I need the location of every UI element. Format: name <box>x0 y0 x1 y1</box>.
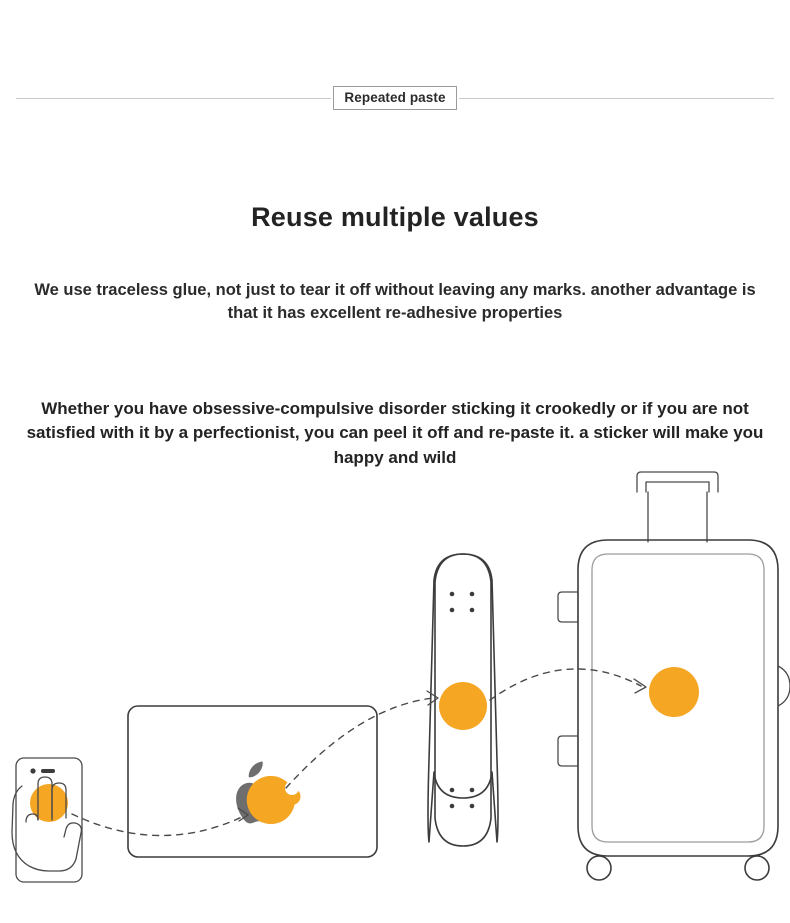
section-badge: Repeated paste <box>333 86 456 111</box>
sticker-reuse-illustration <box>0 470 790 923</box>
sticker-on-phone <box>30 784 68 822</box>
motion-arrows <box>72 669 646 836</box>
divider-line-right <box>459 98 774 99</box>
page-title: Reuse multiple values <box>251 202 539 233</box>
sticker-on-suitcase <box>649 667 699 717</box>
detail-paragraph: Whether you have obsessive-compulsive disorder sticking it crookedly or if you are not satisfied with it by a perfectionist, you can peel it off and re-paste it. a sticker will make you happy and wild <box>26 399 764 467</box>
laptop-graphic <box>128 706 377 857</box>
suitcase-graphic <box>558 472 790 880</box>
sticker-on-laptop <box>247 776 301 824</box>
skateboard-graphic <box>428 554 498 846</box>
sticker-on-skateboard <box>439 682 487 730</box>
section-divider <box>16 86 774 110</box>
divider-line-left <box>16 98 331 99</box>
intro-paragraph: We use traceless glue, not just to tear it off without leaving any marks. another advantage is that it has excellent re-adhesive properties <box>34 280 756 322</box>
phone-graphic <box>12 758 82 882</box>
